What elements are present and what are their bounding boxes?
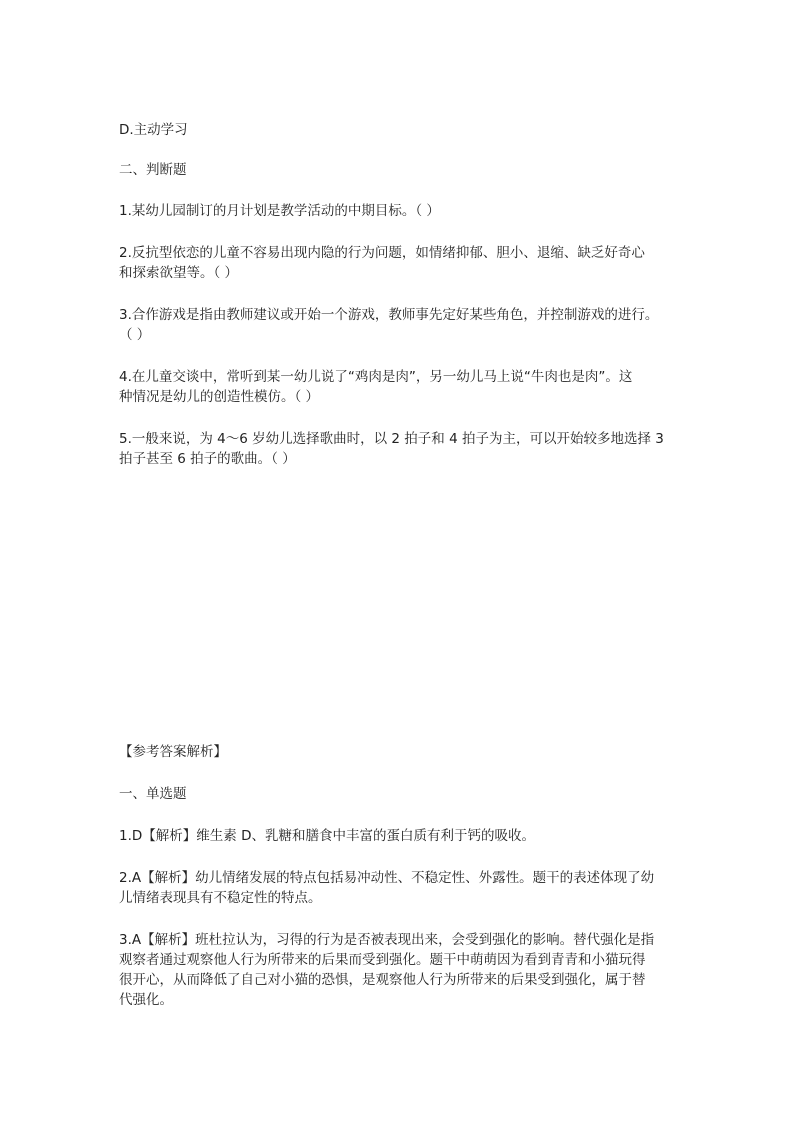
judgment-item-1 xyxy=(119,201,679,221)
judgment-item-5-line-2: 拍子甚至 6 拍子的歌曲。（ ） xyxy=(119,451,296,467)
answer-item-2 xyxy=(119,868,679,908)
answer-item-3 xyxy=(119,930,679,1010)
answer-item-3-line-3: 很开心，从而降低了自己对小猫的恐惧，是观察他人行为所带来的后果受到强化，属于替 xyxy=(119,972,646,988)
judgment-item-2-line-2: 和探索欲望等。（ ） xyxy=(119,265,239,281)
option-d: D.主动学习 xyxy=(119,122,188,138)
answer-item-1 xyxy=(119,826,679,846)
judgment-item-3 xyxy=(119,305,679,345)
single-choice-heading: 一、单选题 xyxy=(119,786,187,802)
answer-item-3-line-2: 观察者通过观察他人行为所带来的后果而受到强化。题干中萌萌因为看到青青和小猫玩得 xyxy=(119,952,646,968)
answer-item-2-line-1: 2.A【解析】幼儿情绪发展的特点包括易冲动性、不稳定性、外露性。题干的表述体现了幼 xyxy=(119,870,655,886)
judgment-item-5-line-1: 5.一般来说，为 4～6 岁幼儿选择歌曲时，以 2 拍子和 4 拍子为主，可以开始较多地选择 3 xyxy=(119,431,664,447)
judgment-item-4-line-2: 种情况是幼儿的创造性模仿。（ ） xyxy=(119,389,320,405)
judgment-item-4 xyxy=(119,367,679,407)
judgment-heading: 二、判断题 xyxy=(119,162,187,178)
judgment-item-3-line-2: （ ） xyxy=(119,327,151,343)
judgment-item-2 xyxy=(119,243,679,283)
judgment-item-1-line-1: 1.某幼儿园制订的月计划是教学活动的中期目标。（ ） xyxy=(119,203,440,219)
answer-item-1-line-1: 1.D【解析】维生素 D、乳糖和膳食中丰富的蛋白质有利于钙的吸收。 xyxy=(119,828,535,844)
judgment-item-2-line-1: 2.反抗型依恋的儿童不容易出现内隐的行为问题，如情绪抑郁、胆小、退缩、缺乏好奇心 xyxy=(119,245,645,261)
judgment-item-5 xyxy=(119,429,679,469)
judgment-item-3-line-1: 3.合作游戏是指由教师建议或开始一个游戏，教师事先定好某些角色，并控制游戏的进行。 xyxy=(119,307,659,323)
answer-item-2-line-2: 儿情绪表现具有不稳定性的特点。 xyxy=(119,890,322,906)
answer-item-3-line-4: 代强化。 xyxy=(119,992,173,1008)
judgment-item-4-line-1: 4.在儿童交谈中，常听到某一幼儿说了“鸡肉是肉”，另一幼儿马上说“牛肉也是肉”。这 xyxy=(119,369,633,385)
answer-item-3-line-1: 3.A【解析】班杜拉认为，习得的行为是否被表现出来，会受到强化的影响。替代强化是指 xyxy=(119,932,655,948)
answers-heading: 【参考答案解析】 xyxy=(119,744,227,760)
